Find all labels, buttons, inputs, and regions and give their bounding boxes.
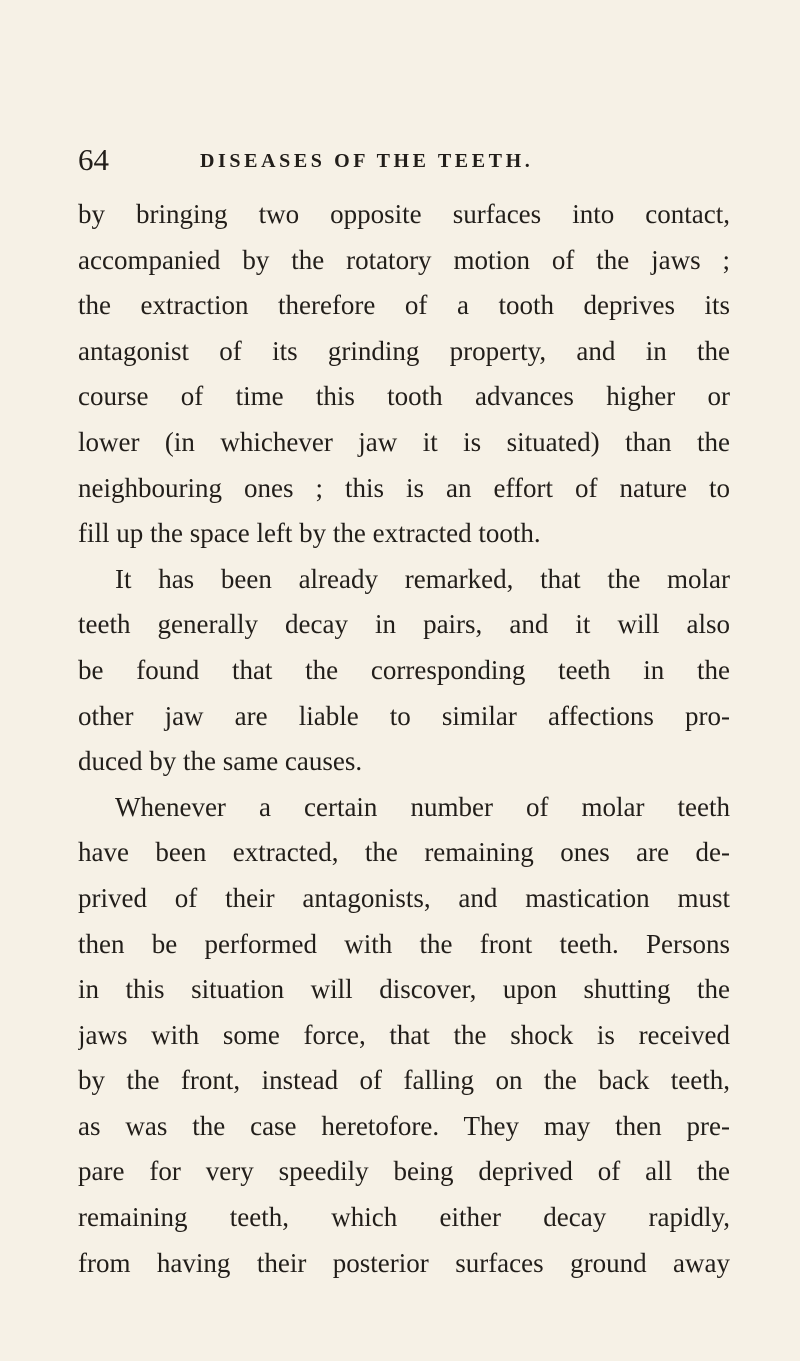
body-text (78, 192, 730, 1286)
text-line: by the front, instead of falling on the back teeth, (78, 1065, 730, 1096)
text-line: from having their posterior surfaces ground away (78, 1247, 730, 1278)
text-line: then be performed with the front teeth. Persons (78, 928, 730, 959)
page-header (78, 140, 728, 180)
text-line: accompanied by the rotatory motion of the jaws ; (78, 244, 730, 275)
text-line: neighbouring ones ; this is an effort of nature to (78, 472, 730, 503)
text-line: prived of their antagonists, and mastication must (78, 882, 730, 913)
text-line: teeth generally decay in pairs, and it will also (78, 609, 730, 640)
text-line: by bringing two opposite surfaces into contact, (78, 199, 730, 229)
text-line: other jaw are liable to similar affections pro- (78, 700, 730, 731)
text-line: antagonist of its grinding property, and in the (78, 335, 730, 366)
page-number: 64 (78, 142, 109, 177)
text-line: duced by the same causes. (78, 746, 363, 777)
text-line: as was the case heretofore. They may then pre- (78, 1110, 730, 1141)
text-line: jaws with some force, that the shock is received (78, 1019, 730, 1050)
text-line: have been extracted, the remaining ones are de- (78, 837, 730, 868)
paragraph-start-line: It has been already remarked, that the molar (115, 563, 730, 594)
text-line: lower (in whichever jaw it is situated) than the (78, 426, 730, 457)
text-line: fill up the space left by the extracted tooth. (78, 518, 541, 549)
text-line: be found that the corresponding teeth in the (78, 654, 730, 685)
text-line: course of time this tooth advances higher or (78, 381, 730, 412)
running-title: DISEASES OF THE TEETH. (200, 150, 534, 172)
text-line: pare for very speedily being deprived of all the (78, 1156, 730, 1187)
text-line: remaining teeth, which either decay rapidly, (78, 1202, 730, 1233)
text-line: in this situation will discover, upon shutting the (78, 974, 730, 1005)
paragraph-start-line: Whenever a certain number of molar teeth (115, 791, 730, 822)
text-line: the extraction therefore of a tooth deprives its (78, 290, 730, 321)
